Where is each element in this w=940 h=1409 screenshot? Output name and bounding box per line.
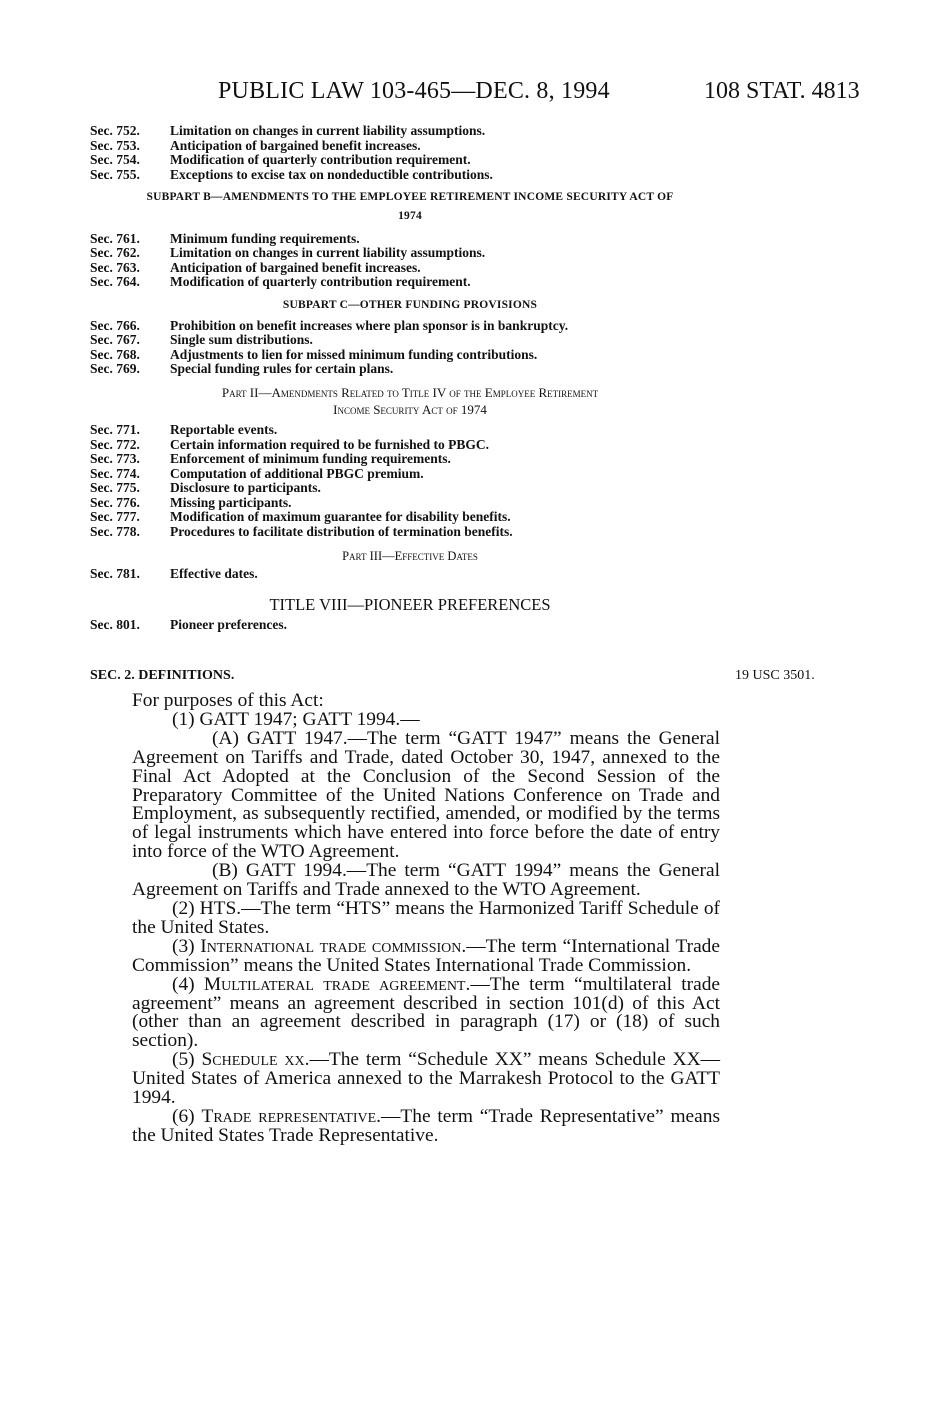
toc-sec: Sec. 761.	[90, 230, 140, 246]
toc-text: Exceptions to excise tax on nondeductible contributions.	[170, 166, 493, 182]
part-3-heading: Part III—Effective Dates	[342, 548, 478, 563]
toc-text: Effective dates.	[170, 565, 258, 581]
p1-heading: GATT 1947; GATT 1994.	[199, 708, 401, 730]
pA-number: (A) GATT	[212, 727, 304, 749]
toc-line	[90, 496, 730, 511]
toc-line	[90, 153, 730, 168]
toc-sec: Sec. 775.	[90, 480, 140, 496]
toc-text: Disclosure to participants.	[170, 480, 321, 496]
subpart-b-heading-line2: 1974	[398, 209, 422, 222]
toc-sec: Sec. 767.	[90, 332, 140, 348]
p2-text: —The term “HTS” means the Harmonized Tariff Schedule of the United States.	[132, 897, 720, 938]
paragraph-3	[132, 935, 720, 976]
toc-text: Limitation on changes in current liability assumptions.	[170, 245, 486, 261]
toc-sec: Sec. 764.	[90, 274, 140, 290]
margin-citation: 19 USC 3501.	[735, 668, 815, 683]
part-2-heading-line2: Income Security Act of 1974	[333, 401, 487, 417]
p6-number: (6)	[172, 1105, 202, 1127]
toc-sec: Sec. 766.	[90, 317, 140, 333]
p1-number: (1)	[172, 708, 200, 730]
p5-heading: Schedule xx.	[201, 1049, 310, 1071]
toc-text: Limitation on changes in current liability assumptions.	[170, 123, 486, 138]
paragraph-4	[132, 973, 720, 1052]
toc-text: Enforcement of minimum funding requirements.	[170, 451, 451, 467]
paragraph-1a	[132, 727, 721, 863]
toc-line	[90, 124, 730, 139]
toc-line	[90, 261, 730, 276]
toc-text: Minimum funding requirements.	[170, 230, 360, 246]
header-stat: 108 STAT. 4813	[704, 78, 860, 104]
toc-sec: Sec. 771.	[90, 421, 140, 437]
paragraph-6	[132, 1105, 720, 1146]
toc-sec: Sec. 801.	[90, 617, 140, 633]
toc-text: Adjustments to lien for missed minimum funding contributions.	[170, 346, 538, 362]
toc-line	[90, 467, 730, 482]
header-title: PUBLIC LAW 103-465—DEC. 8, 1994	[218, 78, 610, 104]
toc-text: Reportable events.	[170, 421, 278, 437]
p1-dash: —	[400, 708, 420, 730]
toc-sec: Sec. 777.	[90, 509, 140, 525]
toc-sec: Sec. 772.	[90, 436, 140, 452]
p4-number: (4)	[172, 973, 204, 995]
toc-text: Certain information required to be furnished to PBGC.	[170, 436, 489, 452]
toc-sec: Sec. 768.	[90, 346, 140, 362]
toc-text: Special funding rules for certain plans.	[170, 361, 394, 377]
toc-line	[90, 452, 730, 467]
subpart-c-heading: SUBPART C—OTHER FUNDING PROVISIONS	[282, 298, 538, 311]
toc-sec: Sec. 769.	[90, 361, 140, 377]
toc-line	[90, 567, 730, 582]
subpart-b-heading-line1: SUBPART B—AMENDMENTS TO THE EMPLOYEE RETIREMENT INCOME SECURITY ACT OF	[146, 191, 674, 204]
p3-number: (3)	[172, 935, 201, 957]
toc-sec: Sec. 762.	[90, 245, 140, 261]
toc-line	[90, 525, 730, 540]
toc-sec: Sec. 753.	[90, 137, 140, 153]
toc-line	[90, 246, 730, 261]
toc-sec: Sec. 773.	[90, 451, 140, 467]
toc-group-5	[90, 567, 730, 582]
p3-heading: International trade commission.	[200, 935, 467, 957]
p5-text: —The term “Schedule XX” means Schedule XX—United States of America annexed to the Marrakesh Protocol to the GATT 1994.	[132, 1049, 720, 1109]
toc-line	[90, 348, 730, 363]
toc-text: Modification of quarterly contribution requirement.	[170, 274, 471, 290]
pB-text: —The term “GATT 1994” means the General Agreement on Tariffs and Trade annexed to the WTO Agreement.	[132, 860, 720, 901]
toc-line	[90, 481, 730, 496]
toc-line	[90, 168, 730, 183]
toc-sec: Sec. 781.	[90, 565, 140, 581]
toc-line	[90, 423, 730, 438]
toc-sec: Sec. 754.	[90, 152, 140, 168]
toc-group-1	[90, 124, 730, 182]
toc-text: Computation of additional PBGC premium.	[170, 465, 424, 481]
toc-group-3	[90, 319, 730, 377]
toc-text: Anticipation of bargained benefit increases.	[170, 259, 421, 275]
paragraph-2	[132, 897, 720, 938]
paragraph-5	[132, 1051, 720, 1108]
toc-line	[90, 275, 730, 290]
toc-sec: Sec. 778.	[90, 524, 140, 540]
toc-text: Modification of maximum guarantee for disability benefits.	[170, 509, 511, 525]
p6-text: —The term “Trade Representative” means the United States Trade Representative.	[132, 1105, 720, 1146]
toc-text: Prohibition on benefit increases where plan sponsor is in bankruptcy.	[170, 317, 569, 333]
p4-text: —The term “multilateral trade agreement” means an agreement described in section 101(d) of this Act (other than an agreement described in paragraph (17) or (18) of such section).	[132, 973, 720, 1052]
toc-group-2	[90, 232, 730, 290]
toc-sec: Sec. 755.	[90, 166, 140, 182]
toc-text: Procedures to facilitate distribution of termination benefits.	[170, 524, 513, 540]
toc-text: Single sum distributions.	[170, 332, 313, 348]
page-header	[0, 78, 940, 110]
toc-line	[90, 319, 730, 334]
toc-text: Modification of quarterly contribution requirement.	[170, 152, 471, 168]
p4-heading: Multilateral trade agreement.	[203, 973, 471, 995]
pA-heading: 1947.	[303, 727, 348, 749]
p2-number: (2) HTS.	[172, 897, 242, 919]
part-2-heading-line1: Part II—Amendments Related to Title IV of the Employee Retirement	[221, 384, 599, 400]
toc-line	[90, 232, 730, 247]
definitions-body	[132, 692, 720, 1146]
p5-number: (5)	[172, 1049, 202, 1071]
toc-line	[90, 510, 730, 525]
toc-group-4	[90, 423, 730, 540]
section-2-heading: SEC. 2. DEFINITIONS.	[90, 668, 235, 683]
paragraph-1b	[132, 862, 720, 900]
toc-sec: Sec. 763.	[90, 259, 140, 275]
pB-number: (B) GATT	[212, 860, 304, 882]
toc-text: Missing participants.	[170, 494, 292, 510]
title-8-heading: TITLE VIII—PIONEER PREFERENCES	[269, 595, 551, 615]
toc-line	[90, 438, 730, 453]
pA-text: —The term “GATT 1947” means the General Agreement on Tariffs and Trade, dated October 30, 1947, annexed to the Final Act Adopted at the Conclusion of the Second Session of the Preparatory Committee of the United Nations Conference on Trade and Employment, as subsequently rectified, amended, or modified by the terms of legal instruments which have entered into force before the date of entry into force of the WTO Agreement.	[132, 727, 721, 863]
toc-text: Anticipation of bargained benefit increases.	[170, 137, 421, 153]
intro-text: For purposes of this Act:	[132, 690, 324, 711]
toc-sec: Sec. 774.	[90, 465, 140, 481]
toc-line	[90, 139, 730, 154]
toc-sec: Sec. 776.	[90, 494, 140, 510]
pB-heading: 1994.	[303, 860, 347, 882]
p6-heading: Trade representative.	[201, 1105, 382, 1127]
toc-sec: Sec. 752.	[90, 123, 140, 138]
toc-line	[90, 362, 730, 377]
toc-line	[90, 333, 730, 348]
toc-group-6	[90, 618, 730, 633]
p3-text: —The term “International Trade Commission” means the United States International Trade Commission.	[132, 935, 720, 976]
toc-text: Pioneer preferences.	[170, 617, 287, 633]
table-of-contents	[90, 124, 730, 633]
toc-line	[90, 618, 730, 633]
